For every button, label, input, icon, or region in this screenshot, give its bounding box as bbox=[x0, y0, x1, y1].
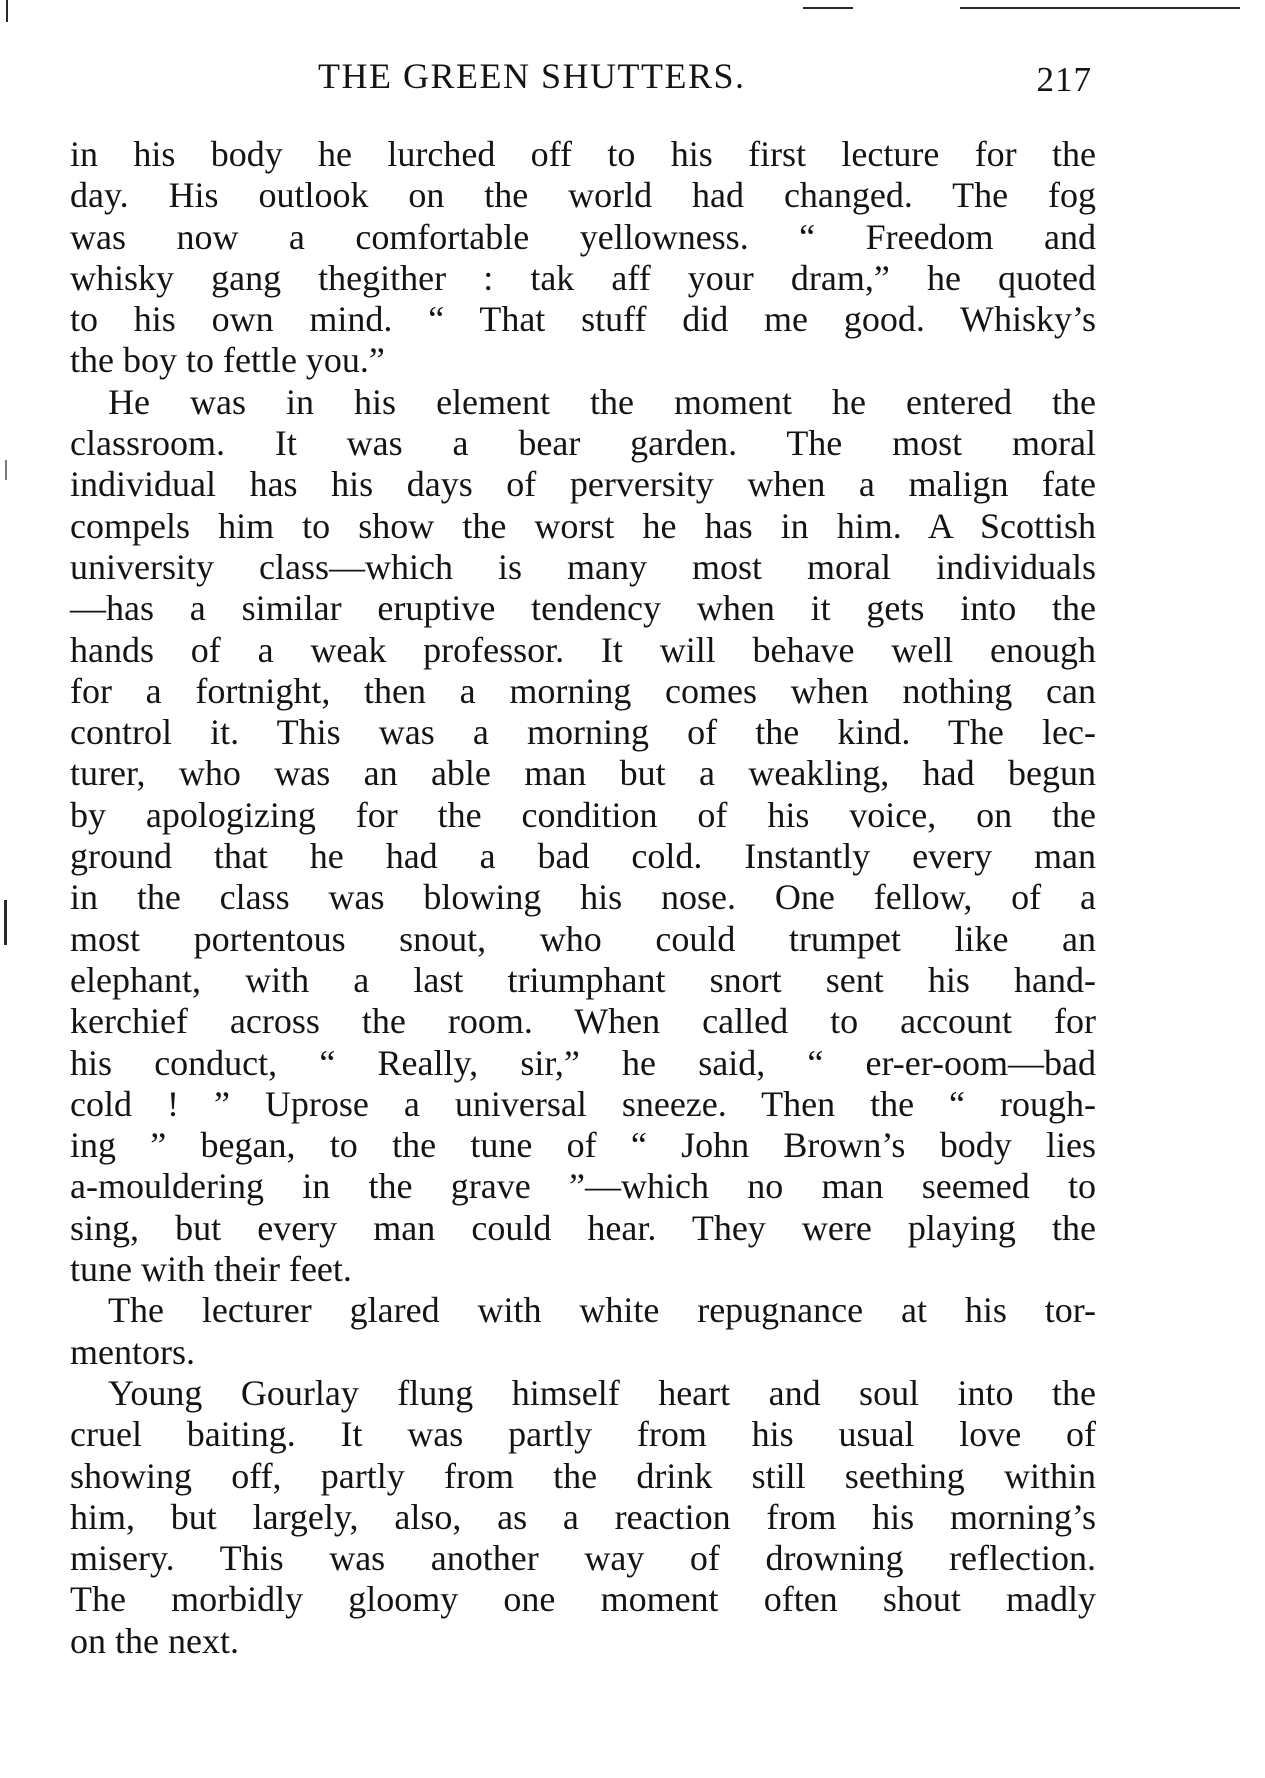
text-line: on the next. bbox=[70, 1620, 239, 1661]
text-line: in his body he lurched off to his first lecture for the bbox=[70, 134, 1096, 174]
text-line: cruel baiting. It was partly from his usual love of bbox=[70, 1414, 1096, 1455]
text-line: He was in his element the moment he entered the bbox=[108, 381, 1096, 422]
text-line: ground that he had a bad cold. Instantly every man bbox=[70, 836, 1096, 877]
text-line: a-mouldering in the grave ”—which no man seemed to bbox=[70, 1166, 1096, 1207]
text-line: most portentous snout, who could trumpet like an bbox=[70, 918, 1096, 959]
text-line: mentors. bbox=[70, 1331, 195, 1372]
scan-edge-mark bbox=[4, 900, 7, 945]
scan-edge-mark bbox=[6, 0, 8, 22]
text-line: was now a comfortable yellowness. “ Freedom and bbox=[70, 216, 1096, 257]
text-line: by apologizing for the condition of his voice, on the bbox=[70, 794, 1096, 835]
text-line: whisky gang thegither : tak aff your dram,” he quoted bbox=[70, 257, 1096, 298]
body-text bbox=[70, 134, 1096, 1662]
scan-edge-mark bbox=[5, 460, 7, 480]
text-line: day. His outlook on the world had changed. The fog bbox=[70, 175, 1096, 216]
text-line: sing, but every man could hear. They were playing the bbox=[70, 1207, 1096, 1248]
text-line: in the class was blowing his nose. One fellow, of a bbox=[70, 877, 1096, 918]
text-line: control it. This was a morning of the kind. The lec- bbox=[70, 712, 1096, 753]
scan-edge-mark bbox=[803, 7, 853, 9]
text-line: classroom. It was a bear garden. The most moral bbox=[70, 423, 1096, 464]
text-line: for a fortnight, then a morning comes when nothing can bbox=[70, 670, 1096, 711]
text-line: university class—which is many most moral individuals bbox=[70, 546, 1096, 587]
text-line: ing ” began, to the tune of “ John Brown’s body lies bbox=[70, 1125, 1096, 1166]
text-line: tune with their feet. bbox=[70, 1249, 352, 1290]
text-line: to his own mind. “ That stuff did me good. Whisky’s bbox=[70, 299, 1096, 340]
text-line: the boy to fettle you.” bbox=[70, 340, 385, 381]
text-line: hands of a weak professor. It will behave well enough bbox=[70, 629, 1096, 670]
scan-edge-mark bbox=[960, 7, 1240, 9]
text-line: kerchief across the room. When called to account for bbox=[70, 1001, 1096, 1042]
page-number: 217 bbox=[1036, 60, 1092, 99]
text-line: Young Gourlay flung himself heart and soul into the bbox=[108, 1372, 1096, 1413]
text-line: his conduct, “ Really, sir,” he said, “ er-er-oom—bad bbox=[70, 1042, 1096, 1083]
text-line: elephant, with a last triumphant snort sent his hand- bbox=[70, 959, 1096, 1000]
text-line: The lecturer glared with white repugnance at his tor- bbox=[108, 1290, 1096, 1331]
running-title: THE GREEN SHUTTERS. bbox=[318, 56, 746, 96]
text-line: cold ! ” Uprose a universal sneeze. Then the “ rough- bbox=[70, 1083, 1096, 1124]
text-line: —has a similar eruptive tendency when it gets into the bbox=[70, 588, 1096, 629]
text-line: The morbidly gloomy one moment often shout madly bbox=[70, 1579, 1096, 1620]
page-header bbox=[72, 52, 1092, 102]
text-line: him, but largely, also, as a reaction from his morning’s bbox=[70, 1496, 1096, 1537]
text-line: turer, who was an able man but a weakling, had begun bbox=[70, 753, 1096, 794]
text-line: showing off, partly from the drink still seething within bbox=[70, 1455, 1096, 1496]
text-line: individual has his days of perversity when a malign fate bbox=[70, 464, 1096, 505]
text-line: misery. This was another way of drowning reflection. bbox=[70, 1538, 1096, 1579]
text-line: compels him to show the worst he has in him. A Scottish bbox=[70, 505, 1096, 546]
